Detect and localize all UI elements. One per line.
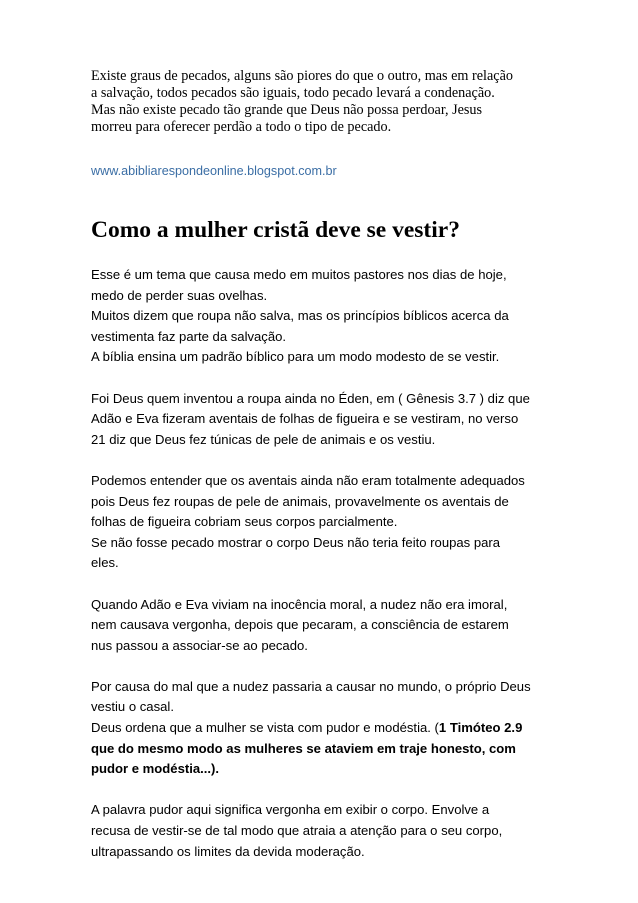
intro-line: Mas não existe pecado tão grande que Deus não possa perdoar, Jesus <box>91 102 483 118</box>
intro-line: morreu para oferecer perdão a todo o tipo de pecado. <box>91 119 392 135</box>
text-line: Se não fosse pecado mostrar o corpo Deus não teria feito roupas para <box>91 534 501 550</box>
text-line: Quando Adão e Eva viviam na inocência moral, a nudez não era imoral, <box>91 596 508 612</box>
article-body <box>91 265 561 883</box>
paragraph-4 <box>91 595 561 657</box>
text-line: pois Deus fez roupas de pele de animais, provavelmente os aventais de <box>91 493 509 509</box>
text-line: eles. <box>91 555 119 571</box>
paragraph-1 <box>91 265 561 368</box>
text-line: 21 diz que Deus fez túnicas de pele de animais e os vestiu. <box>91 431 436 447</box>
blog-link[interactable]: www.abibliarespondeonline.blogspot.com.br <box>91 164 337 178</box>
intro-line: a salvação, todos pecados são iguais, todo pecado levará a condenação. <box>91 85 495 101</box>
paragraph-2 <box>91 389 561 451</box>
text-line: medo de perder suas ovelhas. <box>91 287 268 303</box>
text-line: Esse é um tema que causa medo em muitos pastores nos dias de hoje, <box>91 267 507 282</box>
document-page <box>91 68 561 859</box>
text-line: Por causa do mal que a nudez passaria a causar no mundo, o próprio Deus <box>91 678 531 694</box>
text-line: vestiu o casal. <box>91 699 174 715</box>
bold-quote-line: pudor e modéstia...). <box>91 761 220 777</box>
intro-paragraph <box>91 68 561 136</box>
text-line: Adão e Eva fizeram aventais de folhas de figueira e se vestiram, no verso <box>91 411 519 427</box>
text-line: A palavra pudor aqui significa vergonha em exibir o corpo. Envolve a <box>91 802 490 818</box>
text-line: folhas de figueira cobriam seus corpos parcialmente. <box>91 514 398 530</box>
text-fragment: Deus ordena que a mulher se vista com pudor e modéstia. ( <box>91 720 439 736</box>
intro-line: Existe graus de pecados, alguns são piores do que o outro, mas em relação <box>91 68 513 84</box>
text-line: ultrapassando os limites da devida moderação. <box>91 843 365 859</box>
text-line: vestimenta faz parte da salvação. <box>91 328 287 344</box>
mixed-text-line <box>91 718 561 739</box>
text-line: A bíblia ensina um padrão bíblico para um modo modesto de se vestir. <box>91 349 500 365</box>
text-line: nus passou a associar-se ao pecado. <box>91 637 308 653</box>
bold-quote-line: que do mesmo modo as mulheres se ataviem em traje honesto, com <box>91 740 516 756</box>
paragraph-5 <box>91 677 561 780</box>
bible-reference: 1 Timóteo 2.9 <box>438 720 523 736</box>
paragraph-3 <box>91 471 561 574</box>
paragraph-6 <box>91 800 561 862</box>
text-line: nem causava vergonha, depois que pecaram, a consciência de estarem <box>91 617 509 633</box>
text-line: Foi Deus quem inventou a roupa ainda no Éden, em ( Gênesis 3.7 ) diz que <box>91 390 530 406</box>
text-line: Podemos entender que os aventais ainda não eram totalmente adequados <box>91 472 525 488</box>
page-title: Como a mulher cristã deve se vestir? <box>91 217 460 243</box>
text-line: Muitos dizem que roupa não salva, mas os princípios bíblicos acerca da <box>91 308 509 324</box>
text-line: recusa de vestir-se de tal modo que atraia a atenção para o seu corpo, <box>91 823 503 839</box>
